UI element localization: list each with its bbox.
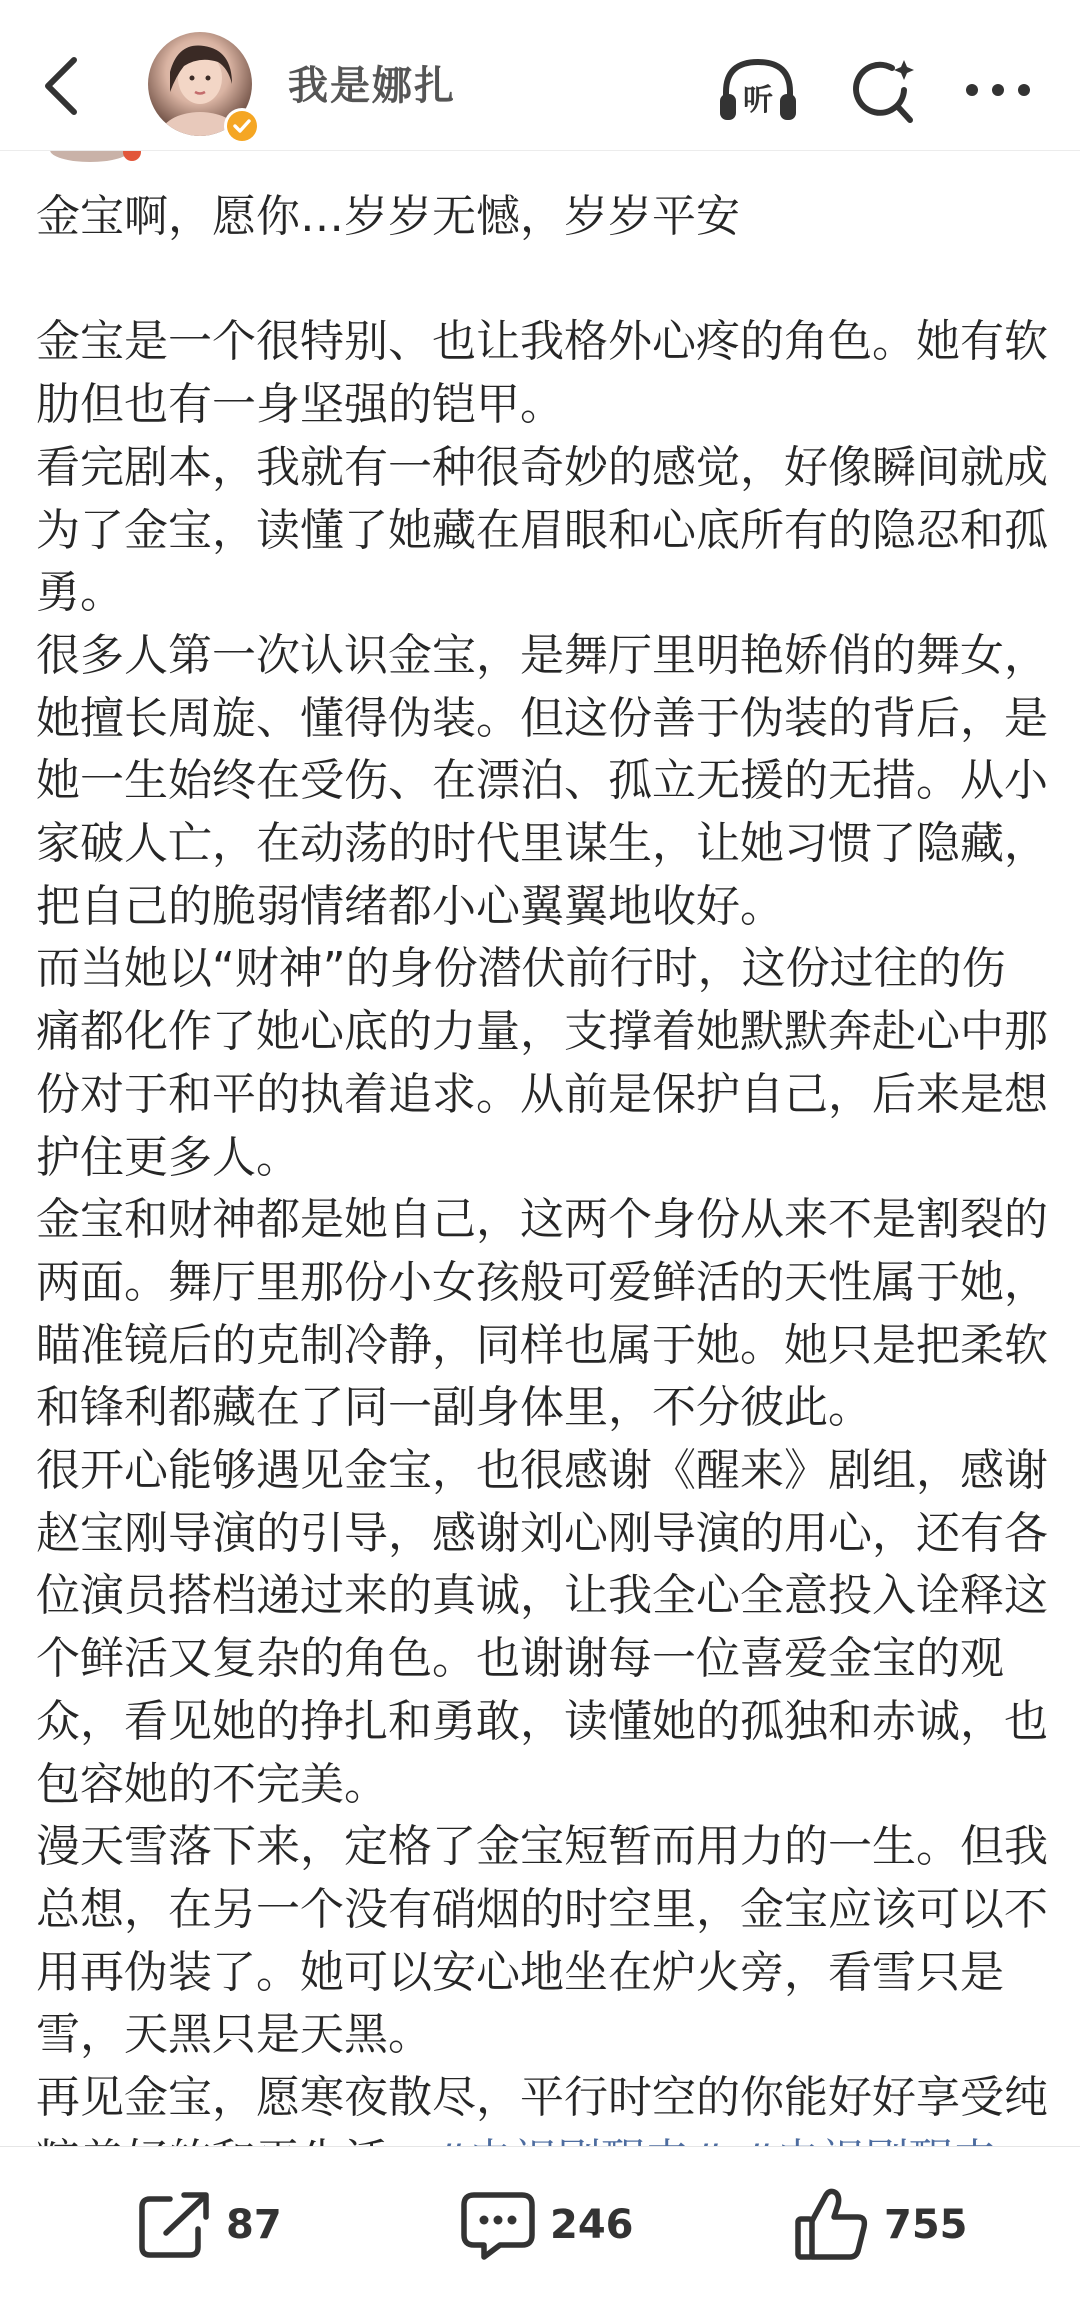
blank-line — [36, 249, 1048, 312]
comment-button[interactable] — [460, 2183, 634, 2267]
comment-icon — [460, 2189, 536, 2261]
post-paragraph: 金宝和财神都是她自己，这两个身份从来不是割裂的两面。舞厅里那份小女孩般可爱鲜活的天性属于她，瞄准镜后的克制冷静，同样也属于她。她只是把柔软和锋利都藏在了同一副身体里，不分彼此。 — [36, 1194, 1048, 1434]
avatar[interactable] — [148, 32, 260, 144]
verified-badge-icon — [224, 108, 260, 144]
post-paragraph: 很开心能够遇见金宝，也很感谢《醒来》剧组，感谢赵宝刚导演的引导，感谢刘心刚导演的用心，还有各位演员搭档递过来的真诚，让我全心全意投入诠释这个鲜活又复杂的角色。也谢谢每一位喜爱金宝的观众，看见她的挣扎和勇敢，读懂她的孤独和赤诚，也包容她的不完美。 — [36, 1445, 1048, 1810]
listen-label: 听 — [743, 83, 773, 118]
post-paragraph: 很多人第一次认识金宝，是舞厅里明艳娇俏的舞女，她擅长周旋、懂得伪装。但这份善于伪装的背后，是她一生始终在受伤、在漂泊、孤立无援的无措。从小家破人亡，在动荡的时代里谋生，让她习惯了隐藏，把自己的脆弱情绪都小心翼翼地收好。 — [36, 629, 1048, 932]
repost-icon — [136, 2189, 212, 2261]
scrolled-header-remnant — [40, 150, 1040, 170]
repost-count: 87 — [226, 2202, 282, 2248]
like-count: 755 — [884, 2202, 968, 2248]
thumbs-up-icon — [794, 2187, 870, 2263]
back-button[interactable] — [28, 44, 92, 128]
repost-button[interactable] — [136, 2183, 282, 2267]
bottom-action-bar — [0, 2146, 1080, 2303]
post-paragraph: 漫天雪落下来，定格了金宝短暂而用力的一生。但我总想，在另一个没有硝烟的时空里，金宝应该可以不用再伪装了。她可以安心地坐在炉火旁，看雪只是雪，天黑只是天黑。 — [36, 1821, 1048, 2061]
like-button[interactable] — [794, 2183, 968, 2267]
post-paragraph: 而当她以“财神”的身份潜伏前行时，这份过往的伤痛都化作了她心底的力量，支撑着她默默奔赴心中那份对于和平的执着追求。从前是保护自己，后来是想护住更多人。 — [36, 943, 1048, 1183]
listen-icon — [716, 54, 800, 126]
search-icon — [846, 54, 918, 126]
post-paragraph: 金宝啊，愿你…岁岁无憾，岁岁平安 — [36, 191, 740, 242]
more-button[interactable] — [956, 48, 1040, 132]
post-paragraph: 看完剧本，我就有一种很奇妙的感觉，好像瞬间就成为了金宝，读懂了她藏在眉眼和心底所有的隐忍和孤勇。 — [36, 441, 1048, 619]
listen-button[interactable] — [716, 48, 800, 132]
post-paragraph: 金宝是一个很特别、也让我格外心疼的角色。她有软肋但也有一身坚强的铠甲。 — [36, 316, 1048, 431]
back-arrow-icon — [40, 54, 80, 118]
search-button[interactable] — [840, 48, 924, 132]
top-bar — [0, 0, 1080, 151]
comment-count: 246 — [550, 2202, 634, 2248]
post-text: 再见金宝，愿寒夜散尽，平行时空的你能好好享受纯 — [36, 2072, 1048, 2124]
more-icon — [962, 80, 1034, 100]
username[interactable]: 我是娜扎 — [288, 63, 456, 109]
post-content — [36, 186, 1048, 2192]
